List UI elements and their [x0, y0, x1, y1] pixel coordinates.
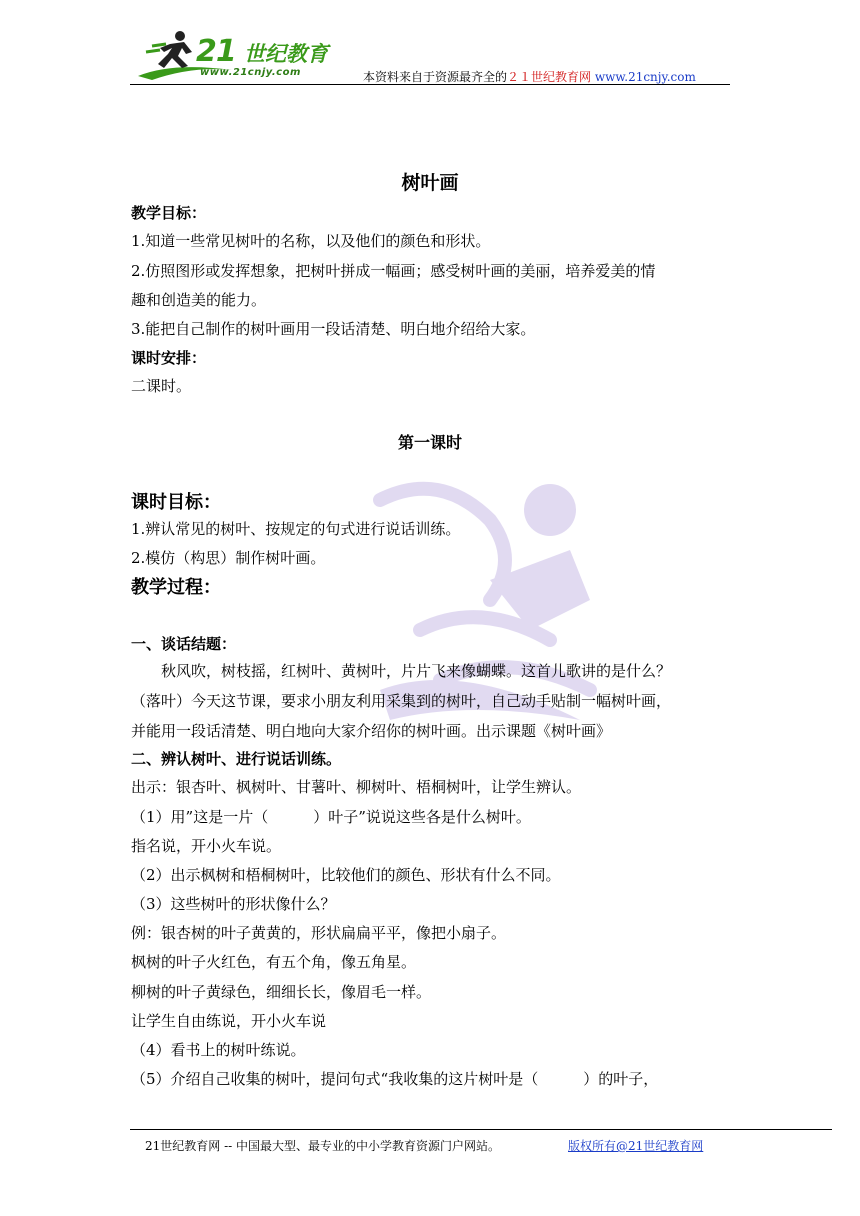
section2-line: （5）介绍自己收集的树叶，提问句式“我收集的这片树叶是（ ）的叶子， — [131, 1070, 659, 1088]
header-divider — [130, 84, 730, 85]
header-source-line — [363, 68, 696, 85]
schedule-heading: 课时安排： — [131, 349, 207, 367]
section1-line: （落叶）今天这节课，要求小朋友利用采集到的树叶，自己动手贴制一幅树叶画， — [131, 692, 672, 710]
lesson-title: 第一课时 — [397, 433, 462, 452]
logo-number: 21 — [196, 34, 236, 69]
goals-heading: 教学目标： — [131, 204, 207, 222]
section1-line: 秋风吹，树枝摇，红树叶、黄树叶，片片飞来像蝴蝶。这首儿歌讲的是什么？ — [161, 662, 672, 680]
footer-divider — [130, 1129, 832, 1130]
section2-line: 指名说，开小火车说。 — [131, 837, 282, 855]
footer-copyright-link[interactable]: 版权所有@21世纪教育网 — [568, 1139, 704, 1153]
lesson-goal-line: 1.辨认常见的树叶、按规定的句式进行说话训练。 — [131, 520, 461, 538]
section1-line: 并能用一段话清楚、明白地向大家介绍你的树叶画。出示课题《树叶画》 — [131, 722, 612, 740]
section2-line: （3）这些树叶的形状像什么？ — [131, 895, 336, 913]
footer-text: 21世纪教育网 -- 中国最大型、最专业的中小学教育资源门户网站。 — [145, 1139, 501, 1153]
section2-heading: 二、辨认树叶、进行说话训练。 — [131, 750, 342, 768]
section2-line: 出示：银杏叶、枫树叶、甘薯叶、柳树叶、梧桐树叶，让学生辨认。 — [131, 778, 582, 796]
lesson-goal-line: 2.模仿（构思）制作树叶画。 — [131, 549, 326, 567]
goal-line: 2.仿照图形或发挥想象，把树叶拼成一幅画；感受树叶画的美丽，培养爱美的情 — [131, 262, 656, 280]
section1-heading: 一、谈话结题： — [131, 635, 237, 653]
logo-url: www.21cnjy.com — [200, 67, 301, 78]
section2-line: 让学生自由练说，开小火车说 — [131, 1012, 327, 1030]
section2-line: （1）用”这是一片（ ）叶子”说说这些各是什么树叶。 — [131, 808, 531, 826]
section2-line: （4）看书上的树叶练说。 — [131, 1041, 306, 1059]
header-source-url[interactable]: www.21cnjy.com — [594, 70, 696, 84]
goal-line: 3.能把自己制作的树叶画用一段话清楚、明白地介绍给大家。 — [131, 320, 536, 338]
section2-line: （2）出示枫树和梧桐树叶，比较他们的颜色、形状有什么不同。 — [131, 866, 561, 884]
header-source-brand[interactable]: ２１世纪教育网 — [507, 70, 592, 84]
section2-line: 枫树的叶子火红色，有五个角，像五角星。 — [131, 953, 417, 971]
schedule-text: 二课时。 — [131, 377, 192, 395]
logo-name: 世纪教育 — [244, 42, 328, 66]
section2-line: 柳树的叶子黄绿色，细细长长，像眉毛一样。 — [131, 983, 432, 1001]
section2-line: 例：银杏树的叶子黄黄的，形状扁扁平平，像把小扇子。 — [131, 924, 507, 942]
header-source-prefix: 本资料来自于资源最齐全的 — [363, 70, 508, 84]
process-heading: 教学过程： — [131, 577, 221, 598]
goal-line: 趣和创造美的能力。 — [131, 291, 267, 309]
goal-line: 1.知道一些常见树叶的名称，以及他们的颜色和形状。 — [131, 232, 491, 250]
lesson-goals-heading: 课时目标： — [131, 492, 221, 513]
page-title: 树叶画 — [401, 172, 459, 194]
